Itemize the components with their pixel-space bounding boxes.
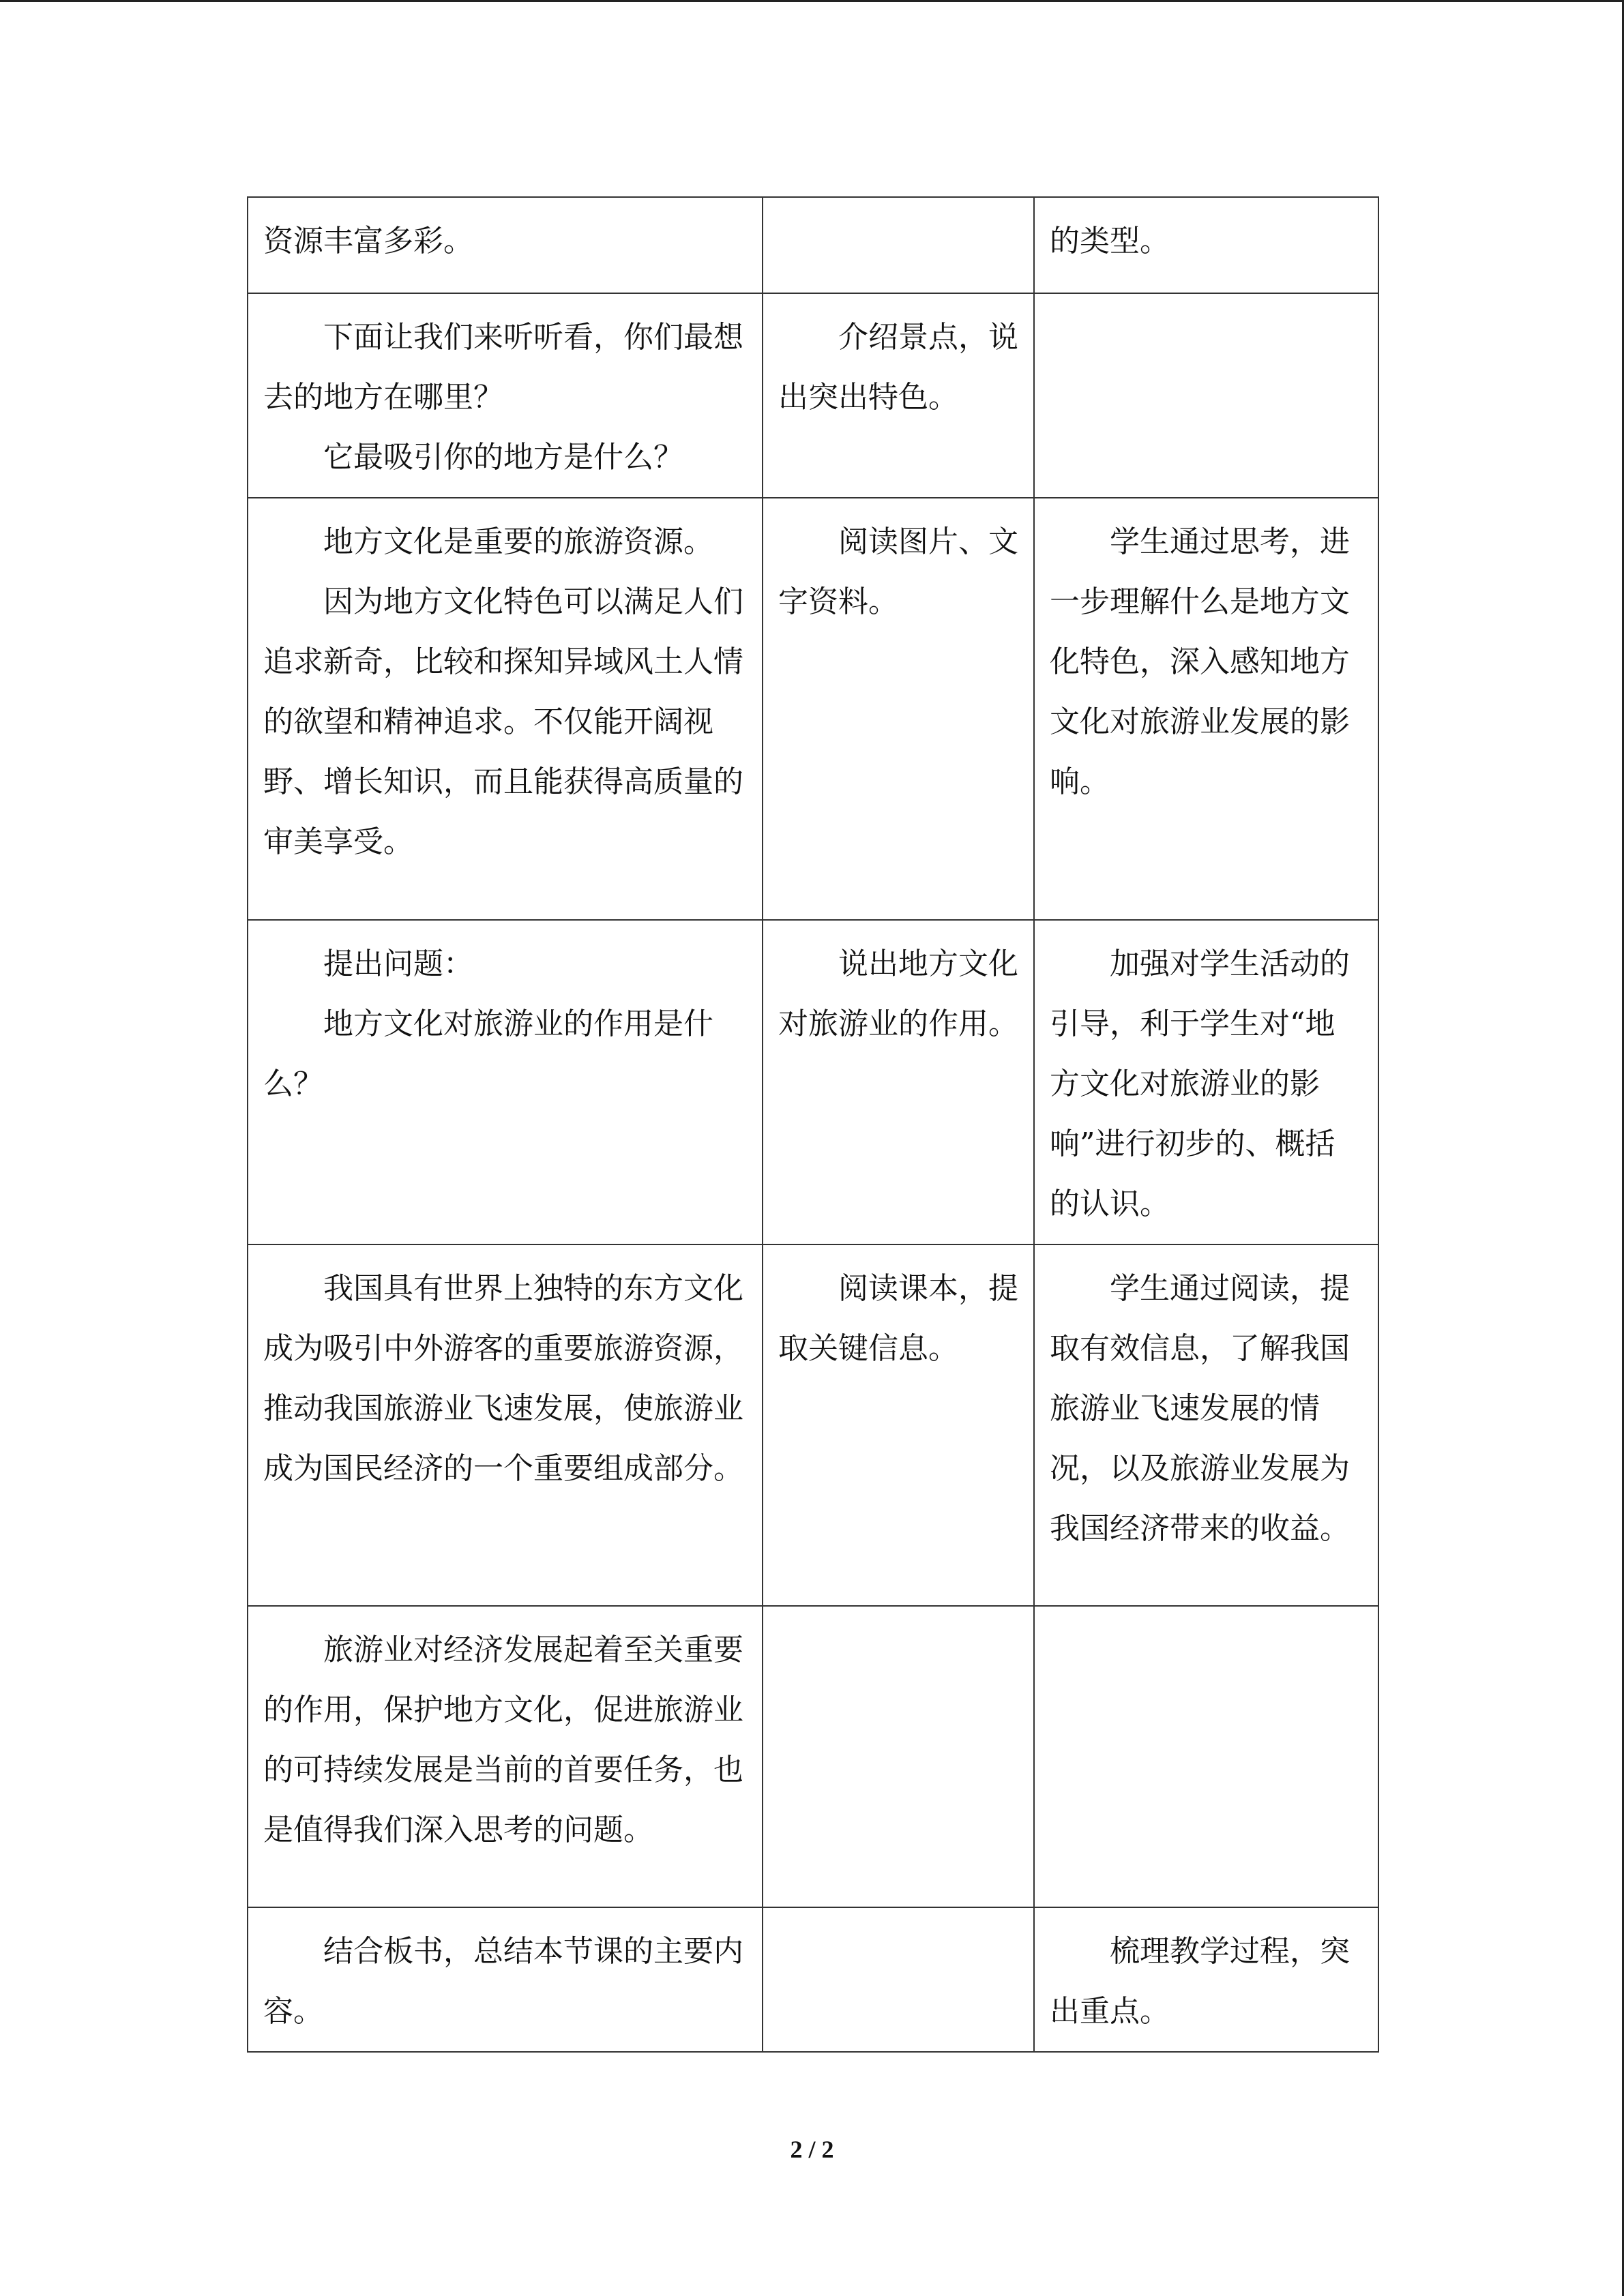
cell-paragraph: 说出地方文化对旅游业的作用。: [778, 946, 1018, 1041]
teacher-activity-cell: [248, 1606, 763, 1907]
cell-paragraph: 因为地方文化特色可以满足人们追求新奇，比较和探知异域风土人情的欲望和精神追求。不仅能开阔视野、增长知识，而且能获得高质量的审美享受。: [263, 584, 743, 859]
teacher-activity-cell: [248, 498, 763, 920]
cell-paragraph: 的类型。: [1050, 224, 1170, 258]
cell-paragraph: 它最吸引你的地方是什么？: [323, 440, 683, 475]
cell-paragraph: 加强对学生活动的引导，利于学生对“地方文化对旅游业的影响”进行初步的、概括的认识。: [1050, 946, 1350, 1221]
table-row: [248, 920, 1378, 1244]
cell-paragraph: 地方文化是重要的旅游资源。: [323, 524, 713, 559]
cell-paragraph: 阅读图片、文字资料。: [778, 524, 1018, 619]
design-intent-cell: [1034, 1244, 1378, 1606]
page-number: 2 / 2: [790, 2136, 834, 2163]
cell-paragraph: 结合板书，总结本节课的主要内容。: [263, 1934, 743, 2029]
design-intent-cell: [1034, 920, 1378, 1244]
table-row: [248, 1907, 1378, 2052]
teacher-activity-cell: [248, 197, 763, 293]
cell-paragraph: 我国具有世界上独特的东方文化成为吸引中外游客的重要旅游资源，推动我国旅游业飞速发展，使旅游业成为国民经济的一个重要组成部分。: [263, 1271, 743, 1486]
teacher-activity-cell: [248, 1907, 763, 2052]
cell-paragraph: 下面让我们来听听看，你们最想去的地方在哪里？: [263, 320, 743, 415]
cell-paragraph: 梳理教学过程，突出重点。: [1050, 1934, 1350, 2029]
cell-paragraph: 资源丰富多彩。: [263, 224, 473, 258]
cell-paragraph: 学生通过阅读，提取有效信息，了解我国旅游业飞速发展的情况，以及旅游业发展为我国经济带来的收益。: [1050, 1271, 1350, 1546]
table-row: [248, 1606, 1378, 1907]
cell-paragraph: 旅游业对经济发展起着至关重要的作用，保护地方文化，促进旅游业的可持续发展是当前的首要任务，也是值得我们深入思考的问题。: [263, 1632, 743, 1847]
design-intent-cell: [1034, 1606, 1378, 1907]
cell-paragraph: 介绍景点，说出突出特色。: [778, 320, 1018, 415]
teacher-activity-cell: [248, 293, 763, 498]
table-row: [248, 197, 1378, 293]
table-row: [248, 293, 1378, 498]
student-activity-cell: [763, 1606, 1034, 1907]
design-intent-cell: [1034, 293, 1378, 498]
student-activity-cell: [763, 498, 1034, 920]
student-activity-cell: [763, 197, 1034, 293]
student-activity-cell: [763, 293, 1034, 498]
student-activity-cell: [763, 920, 1034, 1244]
cell-paragraph: 地方文化对旅游业的作用是什么？: [263, 1007, 713, 1101]
design-intent-cell: [1034, 498, 1378, 920]
teacher-activity-cell: [248, 920, 763, 1244]
top-border-line: [0, 0, 1624, 2]
lesson-plan-table: [247, 196, 1379, 2053]
table-row: [248, 498, 1378, 920]
cell-paragraph: 学生通过思考，进一步理解什么是地方文化特色，深入感知地方文化对旅游业发展的影响。: [1050, 524, 1350, 799]
table-row: [248, 1244, 1378, 1606]
student-activity-cell: [763, 1244, 1034, 1606]
student-activity-cell: [763, 1907, 1034, 2052]
design-intent-cell: [1034, 197, 1378, 293]
cell-paragraph: 提出问题：: [323, 946, 473, 981]
cell-paragraph: 阅读课本，提取关键信息。: [778, 1271, 1018, 1366]
design-intent-cell: [1034, 1907, 1378, 2052]
teacher-activity-cell: [248, 1244, 763, 1606]
